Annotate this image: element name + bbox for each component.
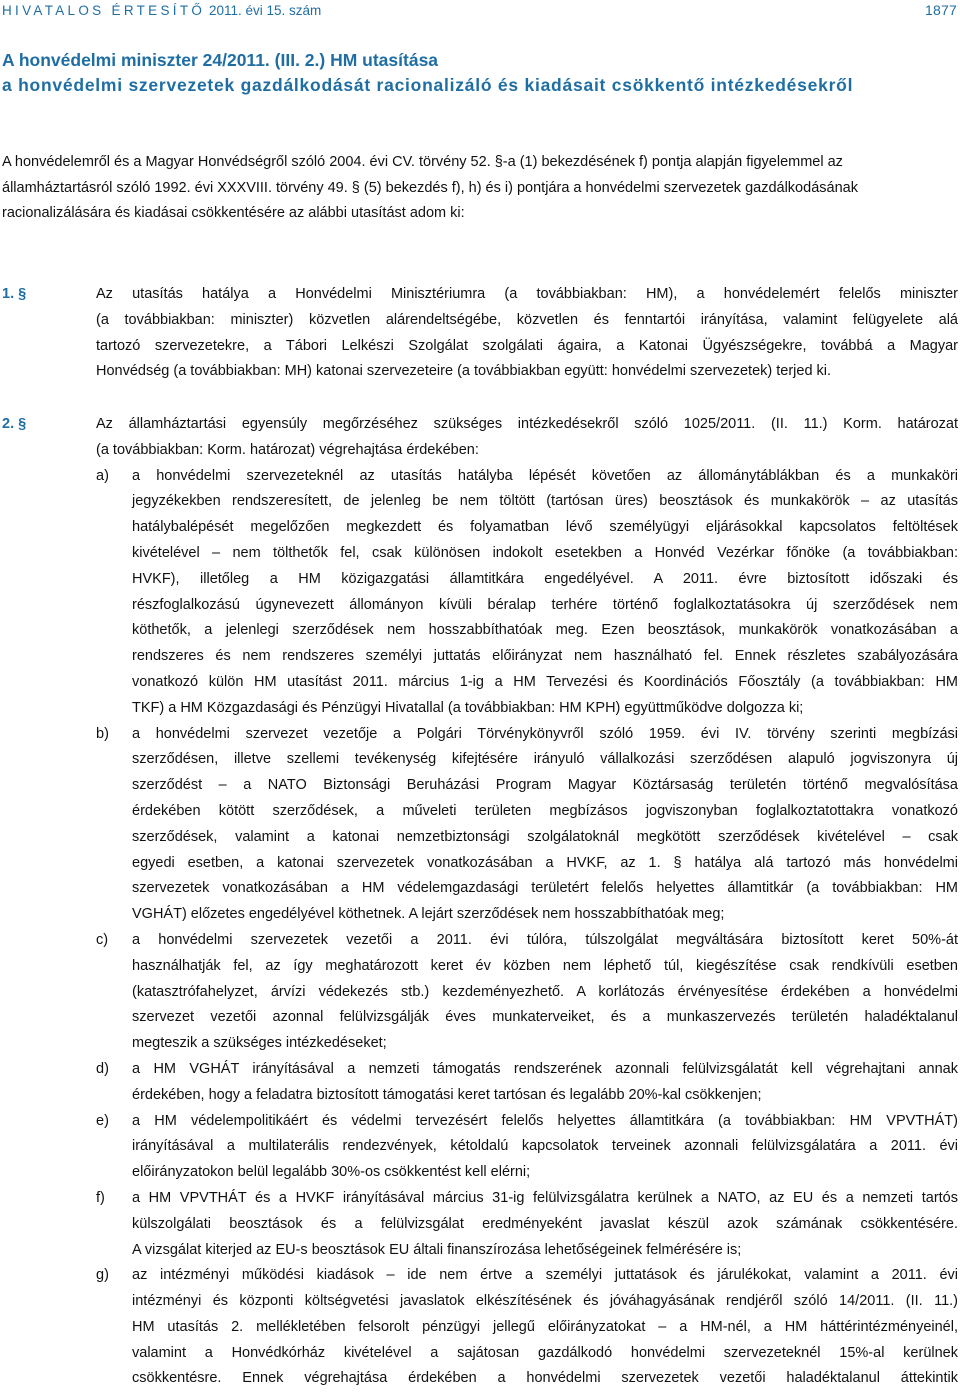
journal-title: HIVATALOS ÉRTESÍTŐ (2, 2, 206, 18)
item-text (132, 464, 958, 722)
item-line: külszolgálati beosztások és a felülvizsgálat eredményeként javaslat készül azok számának csökkentésére. (132, 1215, 958, 1232)
item-line: szerződést – a NATO Biztonsági Beruházási Program Magyar Köztársaság területén történő megvalósítása (132, 777, 958, 794)
list-item-b (96, 722, 958, 928)
item-line: szerződésen, illetve szellemi tevékenység kifejtésére irányuló vállalkozási szerződésen alapuló jogviszonyra új (132, 751, 958, 768)
section-line: tartozó szervezetekre, a Tábori Lelkészi Szolgálat szolgálati ágaira, a Katonai Ügyészségekre, továbbá a Magyar (96, 337, 958, 354)
item-line: VGHÁT) előzetes engedélyével köthetnek. A lejárt szerződések nem hosszabbíthatóak meg; (132, 906, 725, 923)
item-line: a HM VPVTHÁT és a HVKF irányításával március 31-ig felülvizsgálatra kerülnek a NATO, az EU és a nemzeti tartós (132, 1189, 958, 1206)
item-line: az intézményi működési kiadások – ide nem értve a személyi juttatások és járulékokat, valamint a 2011. évi (132, 1267, 958, 1284)
section-intro-line: Az államháztartási egyensúly megőrzéséhez szükséges intézkedésekről szóló 1025/2011. (II. 11.) Korm. határozat (96, 416, 958, 432)
item-line: köthetők, a jelenlegi szerződések nem hosszabbíthatóak meg. Ezen beosztások, munkakörök vonatkozásában a (132, 622, 958, 639)
item-text (132, 928, 958, 1057)
document-title (2, 48, 952, 97)
item-line: érdekében kötött szerződések, a műveleti területen megbízásos jogviszonyban foglalkoztatottakra vonatkozó (132, 802, 958, 819)
item-line: a honvédelmi szervezetek vezetői a 2011. évi túlóra, túlszolgálat megváltására biztosított keret 50%-át (132, 931, 958, 948)
item-label: c) (96, 931, 109, 948)
list-item-c (96, 928, 958, 1057)
item-line: HVKF), illetőleg a HM közigazgatási államtitkára engedélyével. A 2011. évre biztosított időszaki és (132, 570, 958, 587)
section-line: (a továbbiakban: miniszter) közvetlen alárendeltségébe, közvetlen és fenntartói irányítása, valamint felügyelete alá (96, 311, 958, 328)
list-item-a (96, 464, 958, 722)
item-line: HM utasítás 2. mellékletében felsorolt pénzügyi jellegű előirányzatokat – a HM-nél, a HM háttérintézményeinél, (132, 1318, 958, 1335)
list-item-e (96, 1109, 958, 1186)
item-line: a HM védelempolitikáért és védelmi tervezésért felelős helyettes államtitkára (a továbbiakban: HM VPVTHÁT) (132, 1112, 958, 1129)
item-label: d) (96, 1060, 109, 1077)
item-line: a HM VGHÁT irányításával a nemzeti támogatás rendszerének azonnali felülvizsgálatát kell végrehajtani annak (132, 1060, 958, 1077)
issue-label: 2011. évi 15. szám (208, 2, 322, 18)
item-line: rendszeres és nem rendszeres személyi juttatás előirányzat nem használható fel. Ennek részletes szabályozására (132, 648, 958, 665)
item-text (132, 1186, 958, 1263)
section-line: Az utasítás hatálya a Honvédelmi Minisztériumra (a továbbiakban: HM), a honvédelemért felelős miniszter (96, 286, 958, 302)
section-number: 1. § (2, 286, 27, 302)
item-line: szervezet vezetői azonnal felülvizsgálják éves munkaterveiket, és a munkaszervezés területén haladéktalanul (132, 1009, 958, 1026)
item-line: részfoglalkozású úgynevezett állományon kívüli béralap terhére történő foglalkoztatásokra új szerződések nem (132, 596, 958, 613)
item-text (132, 1057, 958, 1109)
item-text (132, 1263, 958, 1392)
section-number: 2. § (2, 416, 27, 432)
item-line: megteszik a szükséges intézkedéseket; (132, 1035, 387, 1052)
journal-issue (2, 3, 321, 18)
item-label: a) (96, 467, 109, 484)
title-line-1: A honvédelmi miniszter 24/2011. (III. 2.) HM utasítása (2, 50, 439, 70)
section-intro-line: (a továbbiakban: Korm. határozat) végrehajtása érdekében: (96, 441, 479, 458)
item-line: irányításával a multilaterális rendezvények, kétoldalú kapcsolatok terveinek azonnali felülvizsgálatára a 2011. évi (132, 1138, 958, 1155)
page-number: 1877 (925, 2, 957, 18)
item-line: érdekében, hogy a feladatra biztosított támogatási keret tartósan és legalább 20%-kal csökkenjen; (132, 1086, 762, 1103)
item-line: (katasztrófahelyzet, árvízi védekezés stb.) kezdeményezhető. A korlátozás érvényesítése érdekében a honvédelmi (132, 983, 958, 1000)
list-item-d (96, 1057, 958, 1109)
list-item-f (96, 1186, 958, 1263)
section-body (96, 412, 958, 1392)
item-line: intézményi és központi költségvetési javaslatok elkészítésének és jóváhagyásának rendjéről szóló 14/2011. (II. 11.) (132, 1293, 958, 1310)
item-line: jegyzékekben rendszeresített, de jelenleg be nem töltött (tartósan üres) beosztások és munkakörök – az utasítás (132, 493, 958, 510)
list-item-g (96, 1263, 958, 1392)
item-line: szerződések, valamint a katonai nemzetbiztonsági szolgálatoknál megkötött szerződések kivételével – csak (132, 828, 958, 845)
item-label: b) (96, 725, 109, 742)
running-header (2, 0, 957, 20)
item-line: valamint a Honvédkórház kivételével a sajátosan gazdálkodó honvédelmi szervezeteknél 15%-al kerülnek (132, 1344, 958, 1361)
item-line: használhatják fel, az így meghatározott keret év közben nem léphető túl, kiegészítése csak rendkívüli esetben (132, 957, 958, 974)
item-label: e) (96, 1112, 109, 1129)
item-line: hatálybalépését megelőzően megkezdett és folyamatban lévő személyügyi eljárásokkal kapcsolatos feltöltések (132, 519, 958, 536)
item-text (132, 1109, 958, 1186)
title-line-2: a honvédelmi szervezetek gazdálkodását racionalizáló és kiadásait csökkentő intézkedésekről (2, 74, 854, 95)
item-line: szervezetek vonatkozásában a HM védelemgazdasági területért felelős helyettes államtitkár (a továbbiakban: HM (132, 880, 958, 897)
preamble-line: államháztartásról szóló 1992. évi XXXVIII. törvény 49. § (5) bekezdés f), h) és i) pontjára a honvédelmi szervezetek gazdálkodásának (2, 179, 858, 196)
item-line: kivételével – nem tölthetők fel, csak különösen indokolt esetekben a Honvéd Vezérkar főnöke (a továbbiakban: (132, 544, 958, 561)
preamble (2, 150, 958, 227)
item-line: vonatkozó külön HM utasítást 2011. március 1-ig a HM Tervezési és Koordinációs Főosztály (a továbbiakban: HM (132, 673, 958, 690)
item-line: a honvédelmi szervezet vezetője a Polgári Törvénykönyvről szóló 1959. évi IV. törvény szerinti megbízási (132, 725, 958, 742)
item-label: f) (96, 1189, 105, 1206)
section-body (96, 282, 958, 385)
item-line: előirányzatokon belül legalább 30%-os csökkentést kell elérni; (132, 1164, 531, 1181)
preamble-line: racionalizálására és kiadásai csökkentésére az alábbi utasítást adom ki: (2, 205, 465, 222)
item-text (132, 722, 958, 928)
item-line: egyedi esetben, a katonai szervezetek vonatkozásában a HVKF, az 1. § hatálya alá tartozó más honvédelmi (132, 854, 958, 871)
item-line: TKF) a HM Közgazdasági és Pénzügyi Hivatallal (a továbbiakban: HM KPH) együttműködve dolgozza ki; (132, 699, 804, 716)
section-line: Honvédség (a továbbiakban: MH) katonai szervezeteire (a továbbiakban együtt: honvédelmi szervezetek) terjed ki. (96, 363, 832, 380)
item-line: csökkentésre. Ennek végrehajtása érdekében a honvédelmi szervezetek vezetői haladéktalanul áttekintik (132, 1370, 958, 1387)
item-line: a honvédelmi szervezeteknél az utasítás hatályba lépését követően az állománytáblákban és a munkaköri (132, 467, 958, 484)
item-line: A vizsgálat kiterjed az EU-s beosztások EU általi finanszírozása lehetőségeinek felmérésére is; (132, 1241, 742, 1258)
preamble-line: A honvédelemről és a Magyar Honvédségről szóló 2004. évi CV. törvény 52. §-a (1) bekezdésének f) pontja alapján figyelemmel az (2, 154, 843, 170)
item-label: g) (96, 1267, 109, 1284)
